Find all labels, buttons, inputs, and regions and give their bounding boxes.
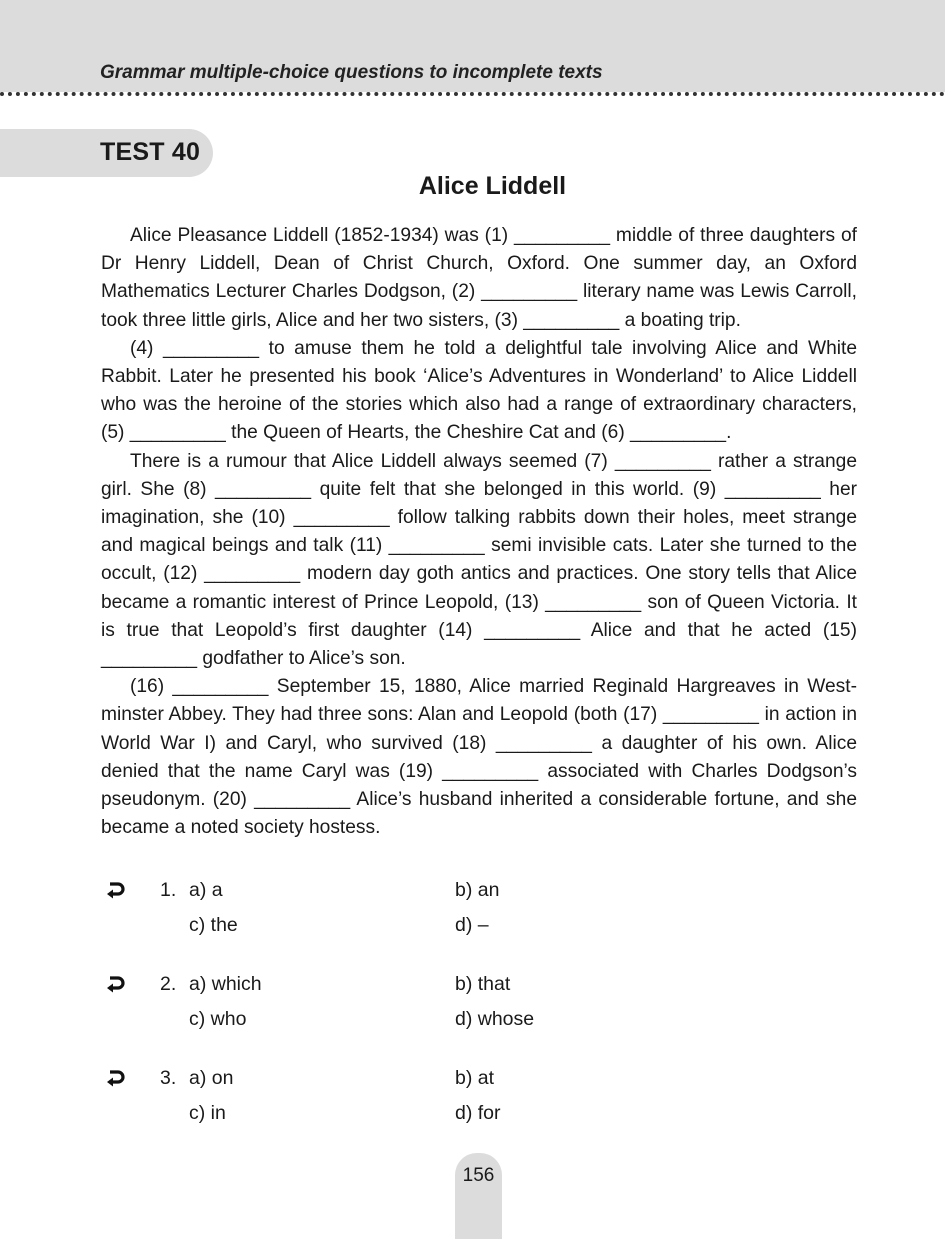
question-item [0,1067,945,1139]
option-d[interactable]: d) for [455,1102,501,1124]
option-b[interactable]: b) that [455,973,511,995]
option-d[interactable]: d) whose [455,1008,535,1030]
right-curved-arrow-icon [104,877,128,901]
section-header: Grammar multiple-choice questions to incomplete texts [100,62,603,83]
question-item [0,879,945,951]
option-c[interactable]: c) in [189,1102,226,1124]
question-item [0,973,945,1045]
passage-paragraph-1: Alice Pleasance Liddell (1852-1934) was (1) _________ middle of three daughters of Dr Henry Liddell, Dean of Christ Church, Oxford. One summer day, an Oxford Mathematics Lecturer Charles Dodgson, (2) _________ literary name was Lewis Carroll, took three little girls, Alice and her two sisters, (3) _________ a boating trip. [101,225,857,331]
right-curved-arrow-icon [104,1065,128,1089]
question-number: 3. [160,1067,177,1089]
passage [101,222,857,842]
question-number: 2. [160,973,177,995]
passage-paragraph-4: (16) _________ September 15, 1880, Alice married Reginald Hargreaves in Westminster Abbey. They had three sons: Alan and Leopold (both (17) _________ in action in World War I) and Caryl, who survived (18) _________ a daughter of his own. Alice denied that the name Caryl was (19) _________ associated with Charles Dodgson’s pseudonym. (20) _________ Alice’s husband inherited a considerable fortune, and she became a noted society hostess. [101,676,857,839]
option-d[interactable]: d) – [455,914,489,936]
page-title: Alice Liddell [418,172,567,200]
dotted-divider [0,92,945,96]
option-a[interactable]: a) a [189,879,223,901]
option-a[interactable]: a) on [189,1067,234,1089]
option-c[interactable]: c) who [189,1008,247,1030]
option-a[interactable]: a) which [189,973,262,995]
option-b[interactable]: b) at [455,1067,495,1089]
question-number: 1. [160,879,177,901]
test-label: TEST 40 [100,138,201,166]
page-number: 156 [462,1165,495,1186]
right-curved-arrow-icon [104,971,128,995]
option-b[interactable]: b) an [455,879,500,901]
passage-paragraph-2: (4) _________ to amuse them he told a delightful tale involving Alice and White Rabbit. Later he presented his book ‘Alice’s Adventures in Wonderland’ to Alice Liddell who was the heroine of the stories which also had a range of extraordinary characters, (5) _________ the Queen of Hearts, the Cheshire Cat and (6) _________. [101,337,857,444]
passage-paragraph-3: There is a rumour that Alice Liddell always seemed (7) _________ rather a strange girl. She (8) _________ quite felt that she belonged in this world. (9) _________ her imagination, she (10) _________ follow talking rabbits down their holes, meet strange and magical beings and talk (11) _________ semi invisible cats. Later she turned to the occult, (12) _________ modern day goth antics and practices. One story tells that Alice became a romantic interest of Prince Leopold, (13) _________ son of Queen Victoria. It is true that Leopold’s first daughter (14) _________ Alice and that he acted (15) _________ godfather to Alice’s son. [101,450,857,670]
option-c[interactable]: c) the [189,914,238,936]
